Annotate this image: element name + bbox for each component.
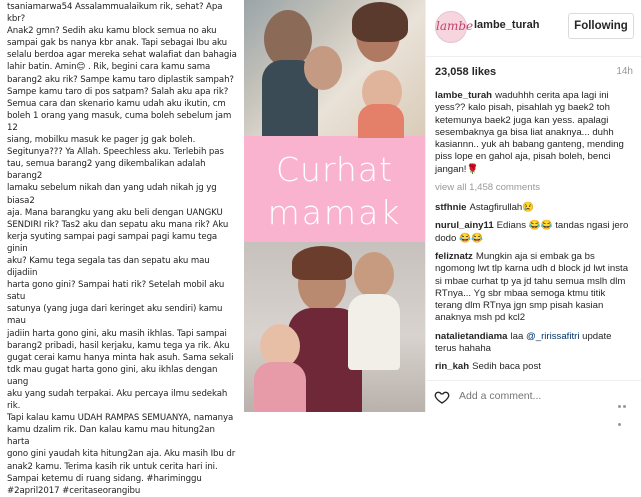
view-all-comments-link[interactable]: view all 1,458 comments (435, 182, 541, 194)
comment-text: Astagfirullah😢 (469, 202, 535, 214)
likes-count[interactable]: 23,058 likes (435, 66, 497, 78)
post-title-line2: mamak (267, 193, 402, 232)
caption-screenshot-panel (0, 0, 244, 496)
avatar[interactable] (435, 11, 474, 43)
caption-screenshot-text: tsaniamarwa54 Assalammualaikum rik, sehat? Apa kbr? Anak2 gmn? Sedih aku kamu block semua no aku sampai gak bs nanya kbr anak. Tapi sebagai Ibu aku selalu berdoa agar mereka sehat walafiat dan bahagia lahir batin. Amin😊 . Rik, begini cara kamu sama barang2 aku rik? Sampe kamu taro diplastik sampah? Sampe kamu taro di pos satpam? Salah aku apa rik? Semua cara dan skenario kamu udah aku ikutin, cm boleh 1 orang yang masuk, cuma boleh sebelum jam 12 siang, mobilku masuk ke pager jg gak boleh. Segitunya??? Ya Allah. Speechless aku. Terlebih pas tau, semua barang2 yang dikembalikan adalah barang2 lamaku sebelum nikah dan yang udah nikah jg yg biasa2 aja. Mana barangku yang aku beli dengan UANGKU SENDIRI rik? Tas2 aku dan sepatu aku mana rik? Aku kerja syuting sampai pagi sampai pagi kamu tega ginin aku? Kamu tega segala tas dan sepatu aku mau dijadiin harta gono gini? Sampai hati rik? Setelah mobil aku satu satunya (yang juga dari keringet aku sendiri) kamu mau jadiin harta gono gini, aku masih ikhlas. Tapi sampai barang2 pribadi, hasil kerjaku, kamu tega ya rik. Aku gugat cerai kamu hanya minta hak asuh. Sama sekali tdk mau gugat harta gono gini, aku ikhlas dengan uang aku yang sudah terpakai. Aku percaya ilmu sedekah rik. Tapi kalau kamu UDAH RAMPAS SEMUANYA, namanya kamu dzalim rik. Dan kalau kamu mau hitung2an harta gono gini yaudah kita hitung2an aja. Aku masih Ibu dr anak2 kamu. Terima kasih rik untuk cerita hari ini. Sampai ketemu di ruang sidang. #hariminggu #2april2017 #ceritaseorangibu (7, 2, 237, 496)
photo-shirt-son (348, 294, 400, 370)
comment-text: laa (510, 330, 524, 342)
comment-input[interactable] (459, 387, 599, 405)
post-timestamp[interactable]: 14h (616, 66, 633, 77)
heart-icon[interactable] (434, 389, 450, 405)
comment-item (426, 361, 641, 373)
comment-username[interactable]: nurul_ainy11 (435, 220, 494, 232)
post-title-line1: Curhat (275, 150, 394, 189)
comment-username[interactable]: stfhnie (435, 202, 467, 214)
comment-item (426, 90, 641, 176)
comment-text: Mungkin aja si embak ga bs ngomong lwt tlp karna udh d block jd lwt insta si mbae curhat tp ya jd tahu semua mslh dlm RTnya... Yg sbr mbaa semoga ktmu titik terang dlm RTnya jgn smp pisah kasian anaknya msh pd kcl2 (435, 250, 629, 324)
comments-list (426, 90, 641, 380)
family-photo-top (244, 0, 425, 136)
following-button[interactable]: Following (568, 13, 634, 39)
username-link[interactable]: lambe_turah (474, 19, 540, 31)
comment-text: Edians 😂😂 tandas ngasi jero dodo 😂😂 (435, 220, 629, 244)
post-actions-bar (426, 380, 641, 413)
comment-text: update terus hahaha (435, 330, 612, 355)
photo-hair-mother (292, 246, 352, 280)
family-photo-bottom (244, 242, 425, 412)
comment-username[interactable]: lambe_turah (435, 90, 493, 101)
comment-text: Sedih baca post (472, 361, 541, 373)
comment-item (426, 202, 641, 214)
comment-username[interactable]: natalietandiama (435, 330, 508, 342)
photo-child-son (354, 252, 394, 298)
photo-baby-outfit (358, 104, 404, 138)
comment-text: waduhhh cerita apa lagi ini yess?? kalo pisah, pisahlah yg baek2 toh ketemunya baek2 juga kan yess. apalagi sesembaknya ga bisa liat anaknya... duhh kasiannn.. yuk ah babang ganteng, mending piss lope en gahol aja, pisah boleh, benci jangan!🌹 (435, 90, 624, 175)
photo-child-boy (304, 46, 342, 90)
comment-item (426, 220, 641, 245)
comment-mention-link[interactable]: @_ririssafitri (526, 330, 580, 342)
photo-baby-girl-outfit (254, 362, 306, 412)
avatar-logo-text: lambe (436, 19, 474, 33)
photo-hair-woman (352, 2, 408, 42)
comment-username[interactable]: rin_kah (435, 361, 470, 373)
comment-username[interactable]: feliznatz (435, 250, 473, 262)
comment-item (426, 331, 641, 356)
more-options-icon[interactable] (618, 395, 632, 399)
post-header (426, 0, 641, 57)
comment-item (426, 251, 641, 325)
post-sidebar (425, 0, 641, 412)
